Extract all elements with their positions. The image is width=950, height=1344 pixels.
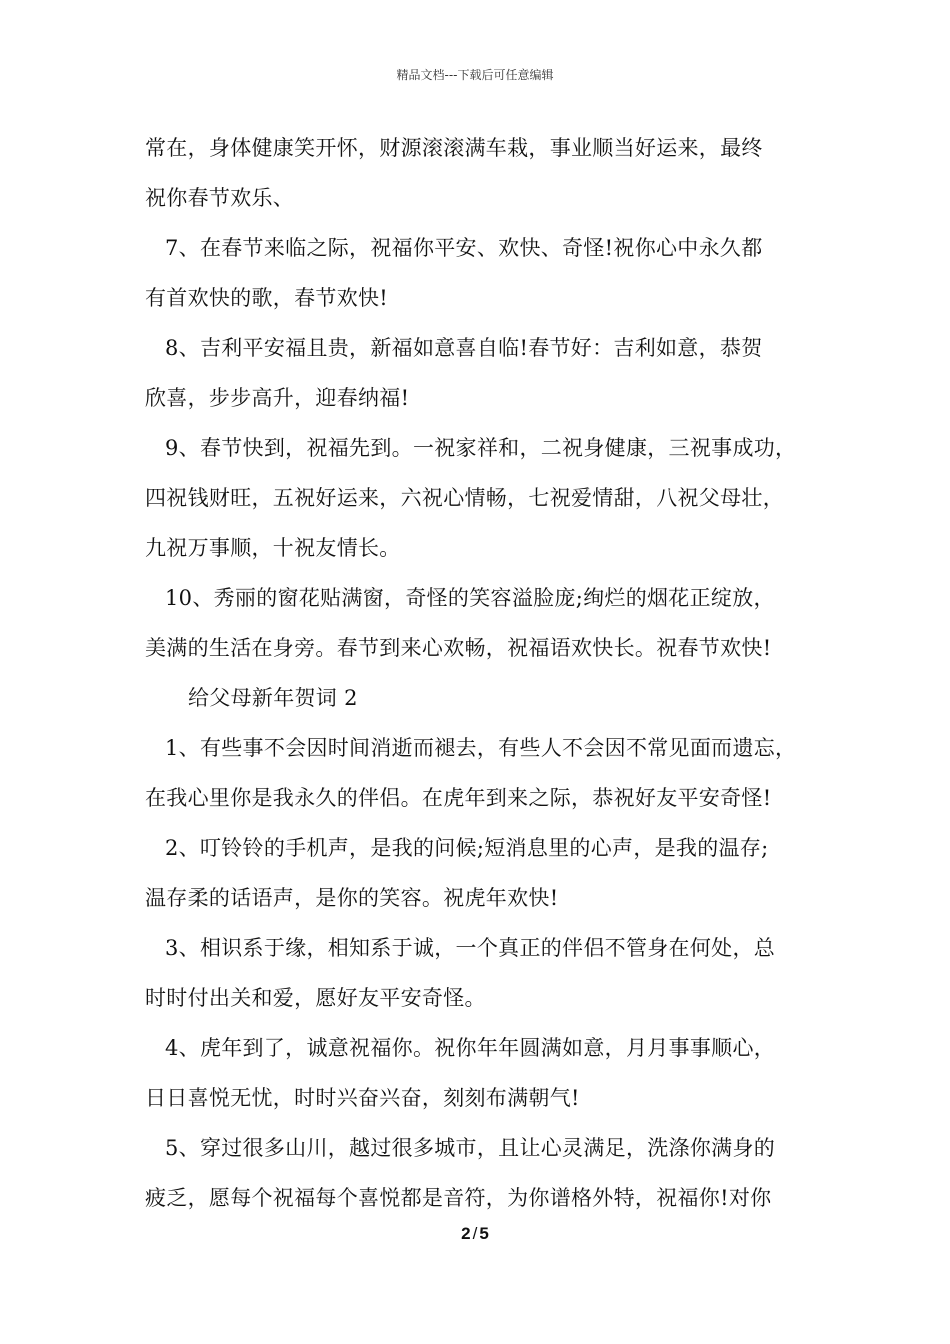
text-line: 有首欢快的歌，春节欢快! (145, 286, 389, 310)
text-line: 9、春节快到，祝福先到。一祝家祥和，二祝身健康，三祝事成功， (165, 436, 797, 460)
text-line: 祝你春节欢乐、 (145, 186, 295, 210)
text-line: 4、虎年到了，诚意祝福你。祝你年年圆满如意，月月事事顺心， (165, 1036, 776, 1060)
text-line: 2、叮铃铃的手机声，是我的问候;短消息里的心声，是我的温存; (165, 836, 769, 860)
text-line: 四祝钱财旺，五祝好运来，六祝心情畅，七祝爱情甜，八祝父母壮， (145, 486, 784, 510)
text-line: 在我心里你是我永久的伴侣。在虎年到来之际，恭祝好友平安奇怪! (145, 786, 772, 810)
text-line: 九祝万事顺，十祝友情长。 (145, 536, 401, 560)
text-line: 8、吉利平安福且贵，新福如意喜自临!春节好：吉利如意，恭贺 (165, 336, 763, 360)
current-page: 2 (461, 1224, 471, 1243)
text-line: 7、在春节来临之际，祝福你平安、欢快、奇怪!祝你心中永久都 (165, 236, 763, 260)
text-line: 5、穿过很多山川，越过很多城市，且让心灵满足，洗涤你满身的 (165, 1136, 776, 1160)
text-line: 温存柔的话语声，是你的笑容。祝虎年欢快! (145, 886, 559, 910)
text-line: 3、相识系于缘，相知系于诚，一个真正的伴侣不管身在何处，总 (165, 936, 776, 960)
text-line: 1、有些事不会因时间消逝而褪去，有些人不会因不常见面而遗忘， (165, 736, 797, 760)
page-number (0, 1224, 950, 1244)
total-pages: 5 (479, 1224, 489, 1243)
text-line: 美满的生活在身旁。春节到来心欢畅，祝福语欢快长。祝春节欢快! (145, 636, 772, 660)
text-line: 欣喜，步步高升，迎春纳福! (145, 386, 410, 410)
text-line: 常在，身体健康笑开怀，财源滚滚满车栽，事业顺当好运来，最终 (145, 136, 763, 160)
text-line: 时时付出关和爱，愿好友平安奇怪。 (145, 986, 486, 1010)
section-heading: 给父母新年贺词 2 (188, 686, 358, 710)
page-separator: / (472, 1224, 478, 1243)
text-line: 10、秀丽的窗花贴满窗，奇怪的笑容溢脸庞;绚烂的烟花正绽放， (165, 586, 775, 610)
text-line: 日日喜悦无忧，时时兴奋兴奋，刻刻布满朝气! (145, 1086, 580, 1110)
page-header: 精品文档---下载后可任意编辑 (396, 68, 554, 82)
text-line: 疲乏，愿每个祝福每个喜悦都是音符，为你谱格外特，祝福你!对你 (145, 1186, 772, 1210)
